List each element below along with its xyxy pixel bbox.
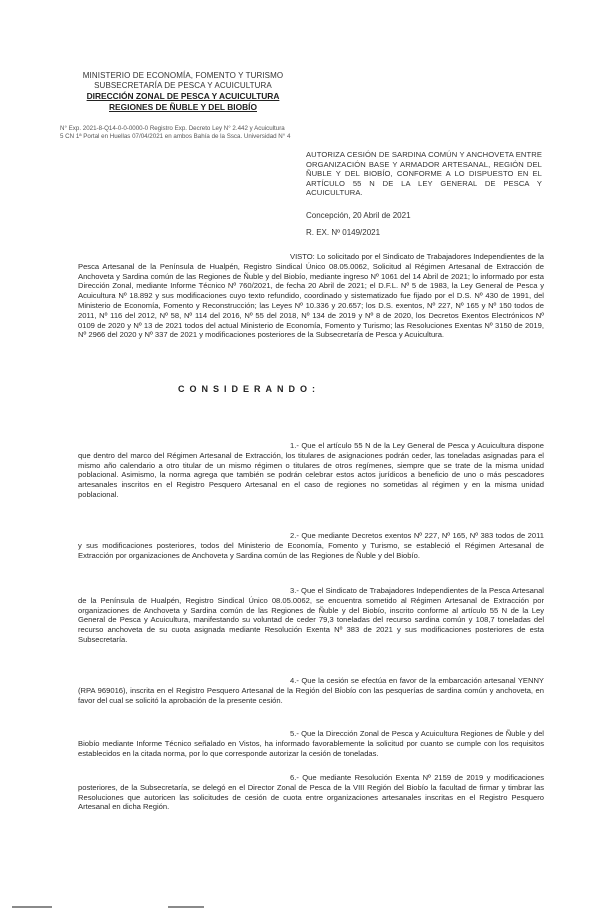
ministry-line: MINISTERIO DE ECONOMÍA, FOMENTO Y TURISMO xyxy=(82,71,284,80)
header-address xyxy=(60,125,300,140)
considerando-6: 6.- Que mediante Resolución Exenta Nº 2159 de 2019 y modificaciones posteriores, de la Subsecretaría, se delegó en el Director Zonal de Pesca de la VIII Región del Biobío la facultad de firmar y timbrar las Resoluciones que autoricen las solicitudes de cesión de cuota entre organizaciones artesanales inscritas en el Registro Pesquero Artesanal en dicha Región. xyxy=(78,773,544,812)
regiones-line: REGIONES DE ÑUBLE Y DEL BIOBÍO xyxy=(109,102,257,112)
considerando-1: 1.- Que el artículo 55 N de la Ley General de Pesca y Acuicultura dispone que dentro del marco del Régimen Artesanal de Extracción, los titulares de asignaciones podrán ceder, las toneladas asignadas para el mismo año calendario a otro titular de un mismo régimen o titulares de otros regímenes, siempre que se trate de la misma unidad poblacional. Asimismo, la norma agrega que también se podrán celebrar estos actos jurídicos a beneficio de uno o más pescadores artesanales inscritos en el Registro Pesquero Artesanal en el caso de regiones no sometidas al régimen y en la misma unidad poblacional. xyxy=(78,441,544,499)
considerando-2: 2.- Que mediante Decretos exentos Nº 227, Nº 165, Nº 383 todos de 2011 y sus modificaciones posteriores, todos del Ministerio de Economía, Fomento y Turismo, se estableció el Régimen Artesanal de Extracción por organizaciones de Anchoveta y Sardina común de las Regiones de Ñuble y del Biobío. xyxy=(78,531,544,560)
resolution-reference: AUTORIZA CESIÓN DE SARDINA COMÚN Y ANCHOVETA ENTRE ORGANIZACIÓN BASE Y ARMADOR ARTESANAL, REGIÓN DEL ÑUBLE Y DEL BIOBÍO, CONFORME A LO DISPUESTO EN EL ARTÍCULO 55 N DE LA LEY GENERAL DE PESCA Y ACUICULTURA. xyxy=(306,150,542,198)
considerando-4: 4.- Que la cesión se efectúa en favor de la embarcación artesanal YENNY (RPA 969016), inscrita en el Registro Pesquero Artesanal de la Región del Biobío con las pesquerías de sardina común y anchoveta, en favor del cual se solicitó la aprobación de la presente cesión. xyxy=(78,676,544,705)
considerando-5: 5.- Que la Dirección Zonal de Pesca y Acuicultura Regiones de Ñuble y del Biobío mediante Informe Técnico señalado en Vistos, ha informado favorablemente la solicitud por cuanto se cumple con los requisitos establecidos en la citada norma, por lo que corresponde autorizar la cesión de toneladas. xyxy=(78,729,544,758)
footer-mark-center xyxy=(168,906,204,908)
letterhead xyxy=(72,71,294,113)
direccion-zonal-line: DIRECCIÓN ZONAL DE PESCA Y ACUICULTURA xyxy=(86,91,280,101)
footer-mark-left xyxy=(12,906,52,908)
visto-paragraph: VISTO: Lo solicitado por el Sindicato de Trabajadores Independientes de la Pesca Artesanal de la Península de Hualpén, Registro Sindical Único 08.05.0062, Solicitud al Régimen Artesanal de Extracción de Anchoveta y Sardina común de las Regiones de Ñuble y del Biobío, mediante ingreso Nº 1061 del 14 Abril de 2021; lo informado por esta Dirección Zonal, mediante Informe Técnico Nº 760/2021, de fecha 20 Abril de 2021; el D.F.L. Nº 5 de 1983, la Ley General de Pesca y Acuicultura Nº 18.892 y sus modificaciones cuyo texto refundido, coordinado y sistematizado fue fijado por el D.S. Nº 430 de 1991, del Ministerio de Economía, Fomento y Reconstrucción; las Leyes Nº 10.336 y 20.657; los D.S. exentos, Nº 227, Nº 165 y Nº 150 todos de 2011, Nº 116 del 2012, Nº 58, Nº 114 del 2016, Nº 55 del 2018, Nº 134 de 2019 y Nº 8 de 2020, los Decretos Exentos Electrónicos Nº 0109 de 2020 y Nº 13 de 2021 todos del actual Ministerio de Economía, Fomento y Turismo; las Resoluciones Exentas Nº 3150 de 2019, Nº 2966 del 2020 y Nº 337 de 2021 y modificaciones posteriores de la Subsecretaría de Pesca y Acuicultura. xyxy=(78,252,544,340)
resolution-number: R. EX. Nº 0149/2021 xyxy=(306,228,381,237)
address-line-1: N° Exp. 2021-8-Q14-0-0-0000-0 Registro Exp. Decreto Ley N° 2.442 y Acuicultura xyxy=(60,125,285,132)
place-date: Concepción, 20 Abril de 2021 xyxy=(306,211,411,220)
considerando-heading: CONSIDERANDO: xyxy=(178,384,321,394)
considerando-3: 3.- Que el Sindicato de Trabajadores Independientes de la Pesca Artesanal de la Península de Hualpén, Registro Sindical Único 08.05.0062, se encuentra sometido al Régimen Artesanal de Extracción por organizaciones de Anchoveta y Sardina común de las Regiones de Ñuble y del Biobío, inscrito conforme al artículo 55 N de la Ley General de Pesca y Acuicultura, manifestando su voluntad de ceder 79,3 toneladas del recurso sardina común y 108,7 toneladas del recurso anchoveta de su cuota asignada mediante Resolución Exenta Nº 383 de 2021 y sus modificaciones posteriores de esta Subsecretaría. xyxy=(78,586,544,644)
address-line-2: 5 CN 1ª Portal en Huellas 07/04/2021 en ambos Bahía de la Ssca. Universidad N° 4 xyxy=(60,132,291,140)
subsecretaria-line: SUBSECRETARÍA DE PESCA Y ACUICULTURA xyxy=(94,81,272,90)
